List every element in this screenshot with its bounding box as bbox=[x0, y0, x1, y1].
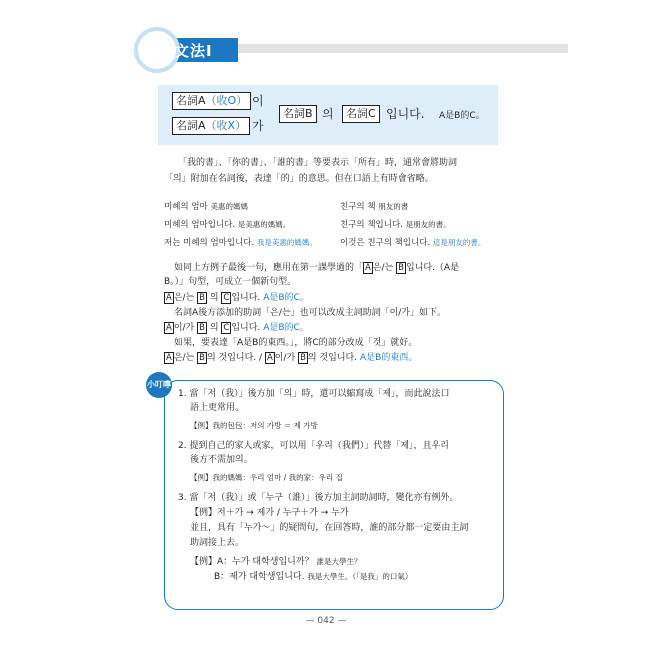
header-rule bbox=[238, 44, 568, 53]
example-row1-right: 친구의 책 朋友的書 bbox=[340, 202, 409, 212]
tip-3-line-1: 3. 當「저（我）」或「누구（誰）」後方加主詞助詞時，變化亦有例外。 bbox=[178, 493, 459, 503]
formula-box bbox=[158, 85, 498, 145]
formula-meaning: A是B的C。 bbox=[439, 111, 485, 121]
pattern-line-1: A 은/는 B 의 C 입니다. A是B的C。 bbox=[166, 293, 309, 303]
particle-i: 이 bbox=[252, 94, 264, 108]
tip-badge: 小叮嚀 bbox=[146, 372, 172, 398]
page-number: — 042 — bbox=[305, 616, 347, 626]
tip-3-example: 【例】저＋가 → 제가 / 누구＋가 → 누가 bbox=[190, 508, 349, 518]
noun-a-batchim-box: 名詞A（收O） bbox=[172, 92, 251, 110]
body-line-4: 名詞A後方添加的助詞「은/는」也可以改成主詞助詞「이/가」如下。 bbox=[174, 308, 446, 318]
particle-ga: 가 bbox=[252, 119, 264, 133]
tip-1-line-2: 語上更常用。 bbox=[190, 403, 245, 413]
intro-line-1: 「我的書」、「你的書」、「誰的書」等要表示「所有」時，通常會將助詞 bbox=[178, 158, 458, 168]
example-row3-left: 저는 미혜의 엄마입니다. 我是美惠的媽媽。 bbox=[164, 238, 317, 248]
tip-2-line-1: 2. 提到自己的家人或家，可以用「우리（我們）」代替「제」，且우리 bbox=[178, 441, 449, 451]
tip-3-line-3: 助詞接上去。 bbox=[190, 538, 245, 548]
section-title: 文法Ⅰ bbox=[174, 42, 213, 60]
tip-1-example: 【例】我的包包：저의 가방 ＝ 제 가방 bbox=[190, 421, 318, 430]
pattern-line-3: A 은/는 B 의 것입니다. / A 이/가 B 의 것입니다. A是B的東西。 bbox=[166, 353, 418, 363]
tip-3-dialog-b: B：제가 대학생입니다. 我是大學生。（「是我」的口氣） bbox=[214, 572, 413, 582]
body-line-2: B。）」句型，可成立一個新句型。 bbox=[164, 277, 297, 287]
tip-3-line-2: 並且，具有「누가～」的疑問句，在回答時，誰的部分都一定要由主詞 bbox=[190, 523, 469, 533]
example-row2-left: 미혜의 엄마입니다. 是美惠的媽媽。 bbox=[164, 220, 291, 230]
formula-ending: 입니다. bbox=[386, 107, 425, 121]
body-line-1: 如同上方例子最後一句，應用在第一課學過的「 A 은/는 B 입니다.（A是 bbox=[174, 263, 460, 273]
noun-b-box: 名詞B bbox=[279, 105, 317, 123]
pattern-line-2: A 이/가 B 의 C 입니다. A是B的C。 bbox=[166, 323, 309, 333]
body-line-6: 如果，要表達「A是B的東西。」，將C的部分改成「것」就好。 bbox=[174, 338, 418, 348]
noun-a-no-batchim-box: 名詞A（收X） bbox=[172, 117, 250, 135]
noun-c-box: 名詞C bbox=[342, 105, 380, 123]
intro-line-2: 「의」附加在名詞後，表達「的」的意思。但在口語上有時會省略。 bbox=[164, 174, 434, 184]
tip-3-dialog-a: 【例】A：누가 대학생입니까？ 誰是大學生？ bbox=[190, 557, 362, 567]
tip-2-line-2: 後方不需加의。 bbox=[190, 455, 253, 465]
tip-2-example: 【例】我的媽媽：우리 엄마 / 我的家：우리 집 bbox=[190, 473, 343, 482]
particle-ui: 의 bbox=[322, 107, 334, 121]
tip-1-line-1: 1. 當「저（我）」後方加「의」時，還可以縮寫成「제」，而此說法口 bbox=[178, 389, 450, 399]
example-row1-left: 미혜의 엄마 美惠的媽媽 bbox=[164, 202, 248, 212]
example-row2-right: 친구의 책입니다. 是朋友的書。 bbox=[340, 220, 451, 230]
example-row3-right: 이것은 친구의 책입니다. 這是朋友的書。 bbox=[340, 238, 486, 248]
